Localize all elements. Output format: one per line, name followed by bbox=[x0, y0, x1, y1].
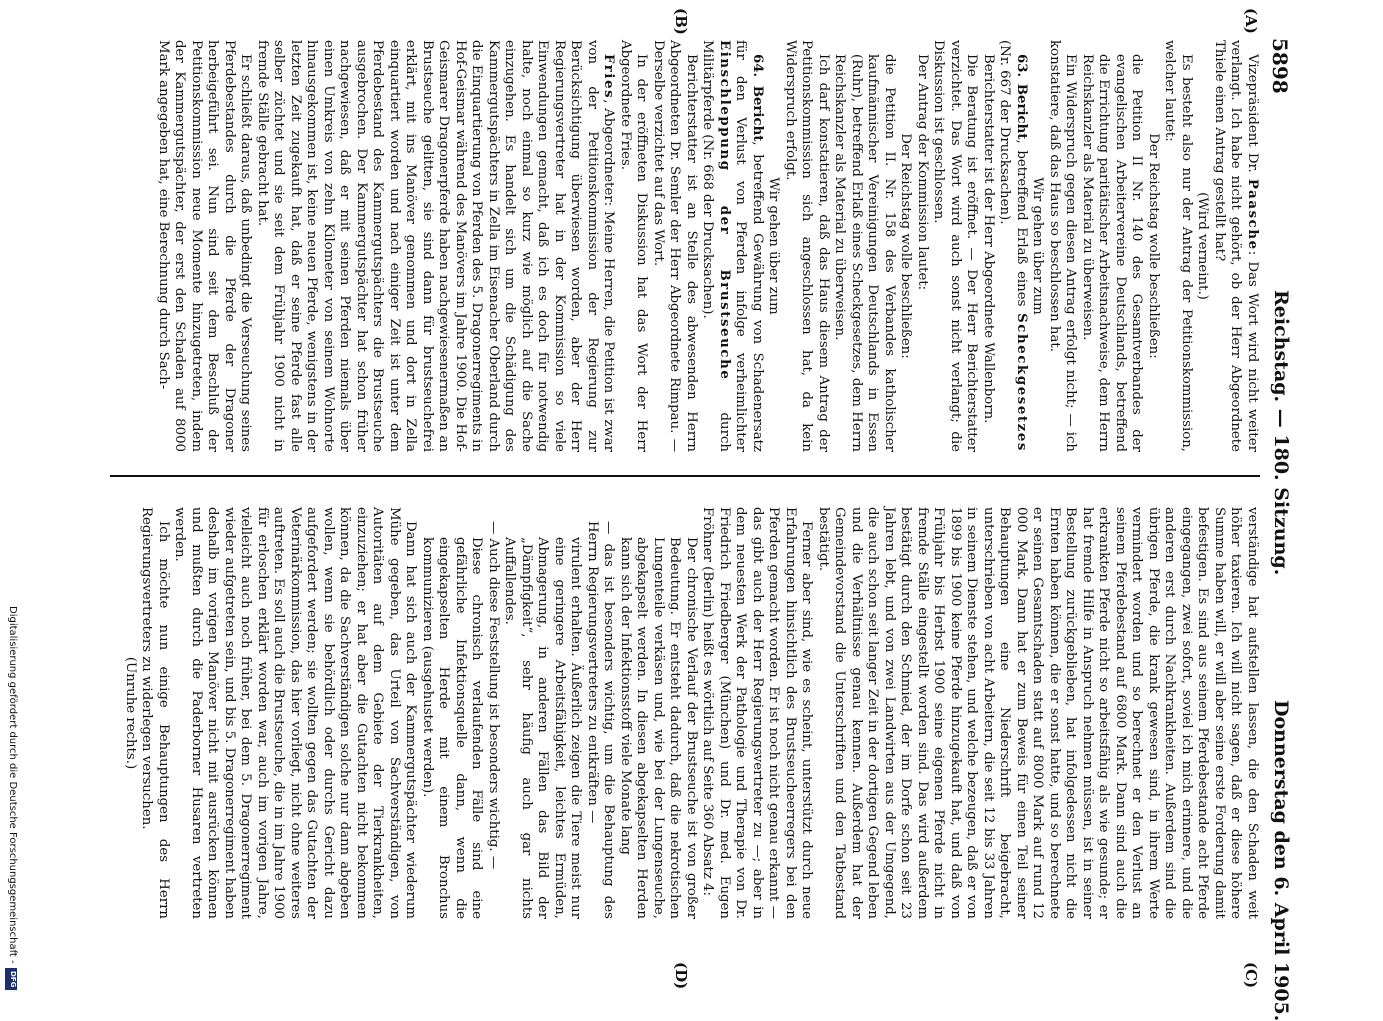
interjection: (Wird verneint.) bbox=[1195, 192, 1211, 300]
paragraph: verständige hat aufstellen lassen, die den Schaden weit höher taxieren. Ich will nicht sagen, daß er diese höhere Summe haben will, er will aber seine erste Forderung damit befestigen. Es sind aus seinem Pferdebestande acht Pferde eingegangen, zwei sofort, soviel ich mich erinnere, und die anderen erst durch Nachkrankheiten. Außerdem sind die übrigen Pferde, die krank gewesen sind, in ihrem Werte vermindert worden und so berechnet er den Verlust an seinem Pferdebestand auf 6800 Mark. Dann sind auch die erkrankten Pferde nicht so arbeitsfähig als wie gesunde; er hat fremde Hilfe in Anspruch nehmen müssen, ist in seiner Bestellung zurückgeblieben, hat infolgedessen nicht die Ernten haben können, die er sonst hatte, und so berechnete er seinen Gesamtschaden statt auf 8000 Mark auf rund 12 000 Mark. Dann hat er zum Beweis für einen Teil seiner Behauptungen eine Niederschrift beigebracht, unterschrieben von acht Arbeitern, die seit 12 bis 33 Jahren in seinem Dienste stehen, und welche bezeugen, daß er von 1899 bis 1900 keine Pferde hinzugekauft hat, und daß von Frühjahr bis Herbst 1900 seine eigenen Pferde nicht in fremde Ställe eingestellt worden sind. Das wird außerdem bestätigt durch den Schmied, der im Dorfe schon seit 23 Jahren lebt, und von zwei Landwirten aus der Umgegend, die auch schon seit langer Zeit in der dortigen Gegend leben und die Verhältnisse genau kennen. Außerdem hat der Gemeindevorstand die Unterschriften und den Tatbestand bestätigt. bbox=[816, 507, 1260, 919]
paragraph: In der eröffneten Diskussion hat das Wort der Herr Abgeordnete Fries. bbox=[618, 40, 650, 452]
paragraph: Dann hat sich auch der Kammergutspächter wiederum Mühe gegeben, das Urteil von Sachverständigen, von Autoritäten auf dem Gebiete der Tierkrankheiten, einzuziehen; er hat aber die Gutachten nicht bekommen können, da die Sachverständigen solche nur dann abgeben wollen, wenn sie behördlich oder durchs Gericht dazu aufgefordert werden; sie wollten gegen das Gutachten der Veterinärkommission, das hier vorliegt, nicht ohne weiteres auftreten. Es soll auch die Brustseuche, die in im Jahre 1900 für erloschen erklärt worden war, auch im vorigen Jahre, vielleicht auch noch früher, bei dem 5. Dragonerregiment wieder aufgetreten sein, und bis 5. Dragonerregiment haben deshalb im vorigen Manöver nicht mit ausrücken können und mußten durch die Paderborner Husaren vertreten werden. bbox=[172, 507, 419, 919]
interjection: (Unruhe rechts.) bbox=[123, 656, 138, 770]
motion-text: die Petition II Nr. 140 des Gesamtverbandes der evangelischen Arbeitervereine Deutschlands, betreffend die Errichtung paritätischer Arbeitsnachweise, dem Herrn Reichskanzler als Material zu überweisen. bbox=[1080, 54, 1145, 452]
agenda-transition: Wir gehen über zum bbox=[766, 177, 782, 315]
agenda-transition: Wir gehen über zum bbox=[1030, 177, 1046, 315]
paragraph: Ich möchte nun einige Behauptungen des Herrn Regierungsvertreters zu widerlegen versuchen. bbox=[139, 507, 171, 919]
speech-paragraph: Fries, Abgeordneter: Meine Herren, die Petition ist zwar von der Petitionskommission der Regierung zur Berücksichtigung überwiesen worden, aber der Herr Regierungsvertreter hat in der Kommission so viele Einwendungen gemacht, daß ich es doch für notwendig halte, noch einmal so kurz wie möglich auf die Sache einzugehen. Es handelt sich um die Schädigung des Kammergutspächters in Zella im Eisenacher Oberland durch die Einquartierung von Pferden des 5. Dragonerregiments in Hof-Geismar während des Manövers im Jahre 1900. Die Hof-Geismarer Dragonerpferde haben nachgewiesenermaßen an Brustseuche gelitten, sie sind dann für brustseuchefrei erklärt, mit ins Manöver genommen und dort in Zella einquartiert worden und nach einiger Zeit ist unter dem Pferdebestand des Kammergutspächters die Brustseuche ausgebrochen. Der Kammergutspächter hat schon früher nachgewiesen, daß er mit seinen Pferden niemals über einen Umkreis von zehn Kilometer von seinem Wohnorte hinausgekommen ist, keine neuen Pferde, wenigstens in der letzten Zeit zugekauft hat, daß er seine Pferde fast alle selber züchtet und sie seit dem Frühjahr 1900 nicht in fremde Ställe gebracht hat. bbox=[255, 40, 617, 452]
page-number: 5898 bbox=[1268, 38, 1292, 94]
motion-heading: Der Reichstag wolle beschließen: bbox=[1146, 133, 1161, 359]
paragraph: Der Antrag der Kommission lautet: bbox=[915, 54, 930, 291]
dfg-logo: DFG bbox=[5, 968, 17, 990]
paragraph: Er schließt daraus, daß unbedingt die Verseuchung seines Pferdebestandes durch die Pferde der Dragoner herbeigeführt sei. Nun sind seit dem Beschluß der Petitionskommission neue Momente hinzugetreten, indem der Kammergutspächter, der erst den Schaden auf 8000 Mark angegeben hat, eine Berechnung durch Sach- bbox=[156, 40, 254, 452]
column-divider bbox=[110, 475, 1260, 477]
right-text-column bbox=[122, 507, 1261, 919]
paragraph: Berichterstatter ist der Herr Abgeordnete Wallenborn. bbox=[981, 54, 996, 424]
paragraph: Berichterstatter ist an Stelle des abwesenden Herrn Abgeordneten Dr. Semler der Herr Abgeordnete Rimpau. — Derselbe verzichtet auf das Wort. bbox=[651, 40, 699, 452]
paragraph: Vizepräsident Dr. Paasche: Das Wort wird nicht weiter verlangt. Ich habe nicht gehört, ob der Herr Abgeordnete Thiele einen Antrag gestellt hat? bbox=[1212, 40, 1260, 452]
quotation: Diese chronisch verlaufenden Fälle sind eine gefährliche Infektionsquelle dann, wenn die eingekapselten Herde mit einem Bronchus kommunizieren (ausgehustet werden). bbox=[420, 537, 485, 919]
interjection: — das ist besonders wichtig, um die Behauptung des Herrn Regierungsvertreters zu entkräften — bbox=[585, 521, 617, 919]
motion-text: die Petition II. Nr. 158 des Verbandes katholischer kaufmännischer Vereinigungen Deutschlands in Essen (Ruhr), betreffend Erlaß eines Scheckgesetzes, dem Herrn Reichskanzler als Material zu überweisen. bbox=[832, 54, 897, 452]
margin-marker-a: (A) bbox=[1242, 8, 1260, 34]
paragraph: Ferner aber sind, wie es scheint, unterstützt durch neue Erfahrungen hinsichtlich des Brustseucheerregers bei den Pferden gemacht worden. Er ist noch nicht genau erkannt — das gibt auch der Herr Regierungsvertreter zu —; aber in dem neuesten Werk der Pathologie und Therapie von Dr. Friedrich Friedberger (München) und Dr. med. Eugen Fröhner (Berlin) heißt es wörtlich auf Seite 360 Absatz 4: bbox=[700, 507, 815, 919]
margin-marker-b: (B) bbox=[672, 8, 690, 35]
left-text-column bbox=[155, 40, 1261, 452]
quotation: Der chronische Verlauf der Brustseuche ist von großer Bedeutung. Er entsteht dadurch, daß die nekrotischen Lungenteile verkäsen und, wie bei der Lungenseuche, abgekapselt werden. In diesen abgekapselten Herden kann sich der Infektionsstoff viele Monate lang bbox=[618, 537, 699, 919]
paragraph: Ein Widerspruch gegen diesen Antrag erfolgt nicht; — ich konstatiere, daß das Haus so beschlossen hat. bbox=[1047, 40, 1079, 452]
running-header-date: Donnerstag den 6. April 1905. bbox=[1270, 700, 1292, 1021]
agenda-item-63: 63. Bericht, betreffend Erlaß eines Scheckgesetzes (Nr. 667 der Drucksachen). bbox=[997, 40, 1029, 452]
paragraph: Die Beratung ist eröffnet. — Der Herr Berichterstatter verzichtet. Das Wort wird auch sonst nicht verlangt; die Diskussion ist geschlossen. bbox=[931, 40, 980, 452]
paragraph: Es besteht also nur der Antrag der Petitionskommission, welcher lautet: bbox=[1162, 40, 1194, 452]
speaker-name: Paasche bbox=[1245, 178, 1260, 251]
quotation: virulent erhalten. Äußerlich zeigen die Tiere meist nur eine geringere Arbeitsfähigkeit, leichtes Ermüden, Abmagerung, in anderen Fällen das Bild der „Dämpfigkeit“, sehr häufig auch gar nichts Auffallendes. bbox=[502, 537, 584, 919]
running-header-title: Reichstag. — 180. Sitzung. bbox=[1270, 290, 1292, 576]
margin-marker-d: (D) bbox=[672, 962, 690, 990]
margin-marker-c: (C) bbox=[1242, 962, 1260, 989]
paragraph: Ich darf konstatieren, daß das Haus diesem Antrag der Petitionskommission sich angeschlossen hat, da kein Widerspruch erfolgt. bbox=[783, 40, 831, 452]
agenda-item-64: 64. Bericht, betreffend Gewährung von Schadenersatz für den Verlust von Pferden infolge verheimlichter Einschleppung der Brustseuche durch Militärpferde (Nr. 668 der Drucksachen). bbox=[700, 40, 765, 452]
digitization-credit: Digitalisierung gefördert durch die Deutsche Forschungsgemeinschaft - bbox=[7, 606, 18, 964]
interjection: — Auch diese Feststellung ist besonders wichtig. — bbox=[486, 521, 501, 870]
motion-heading: Der Reichstag wolle beschließen: bbox=[898, 133, 914, 359]
speaker-name: Fries bbox=[601, 54, 617, 100]
